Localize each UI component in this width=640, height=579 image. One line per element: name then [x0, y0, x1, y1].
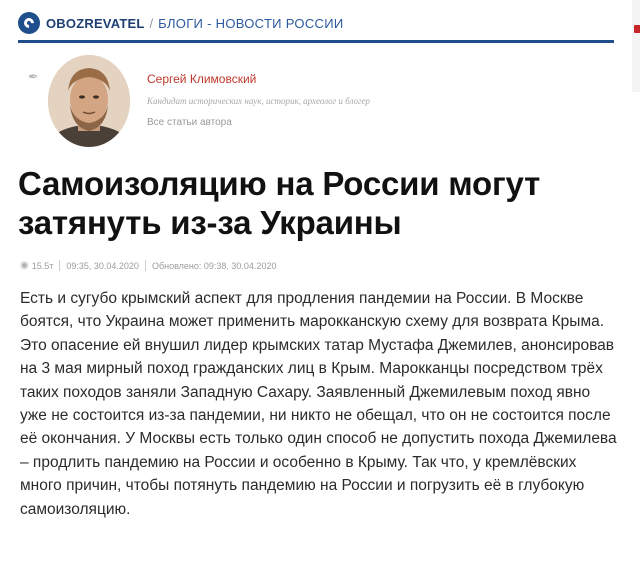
site-logo-text[interactable]: OBOZREVATEL	[46, 15, 145, 31]
view-count: 15.5т	[31, 260, 54, 271]
article-body: Есть и сугубо крымский аспект для продления пандемии на России. В Москве боятся, что Украина может применить марокканскую схему для возврата Крыма. Это опасение ей внушил лидер крымских татар Мустафа Джемилев, анонсировав на 3 мая мирный поход гражданских лиц в Крым. Марокканцы посредством трёх таких походов заняли Западную Сахару. Заявленный Джемилевым поход явно уже не состоится из-за пандемии, ни никто не обещал, что он не состоится после её окончания. У Москвы есть только один способ не допустить похода Джемилева – продлить пандемию на России и особенно в Крыму. Так что, у кремлёвских много причин, чтобы потянуть пандемию на России и погрузить её в глубокую самоизоляцию.	[20, 290, 617, 518]
meta-divider	[59, 260, 60, 271]
author-name[interactable]: Сергей Климовский	[147, 72, 257, 86]
article-meta	[20, 260, 276, 271]
author-description: Кандидат исторических наук, историк, археолог и блогер	[147, 96, 371, 106]
obozrevatel-logo-icon[interactable]	[18, 12, 40, 34]
red-marker-icon	[634, 25, 640, 33]
all-articles-link[interactable]: Все статьи автора	[147, 117, 232, 128]
breadcrumb-separator: /	[149, 15, 154, 31]
site-header	[18, 10, 344, 36]
avatar[interactable]	[48, 55, 130, 147]
updated-time: Обновлено: 09:38, 30.04.2020	[151, 260, 277, 271]
meta-divider	[145, 260, 146, 271]
header-divider	[18, 40, 614, 43]
article-title: Самоизоляцию на России могут затянуть из-за Украины	[18, 165, 541, 241]
published-time: 09:35, 30.04.2020	[66, 260, 139, 271]
feather-icon: ✒	[28, 69, 39, 84]
breadcrumb[interactable]: БЛОГИ - НОВОСТИ РОССИИ	[158, 15, 344, 31]
page-edge	[632, 0, 640, 92]
eye-icon: ◉	[20, 260, 29, 271]
